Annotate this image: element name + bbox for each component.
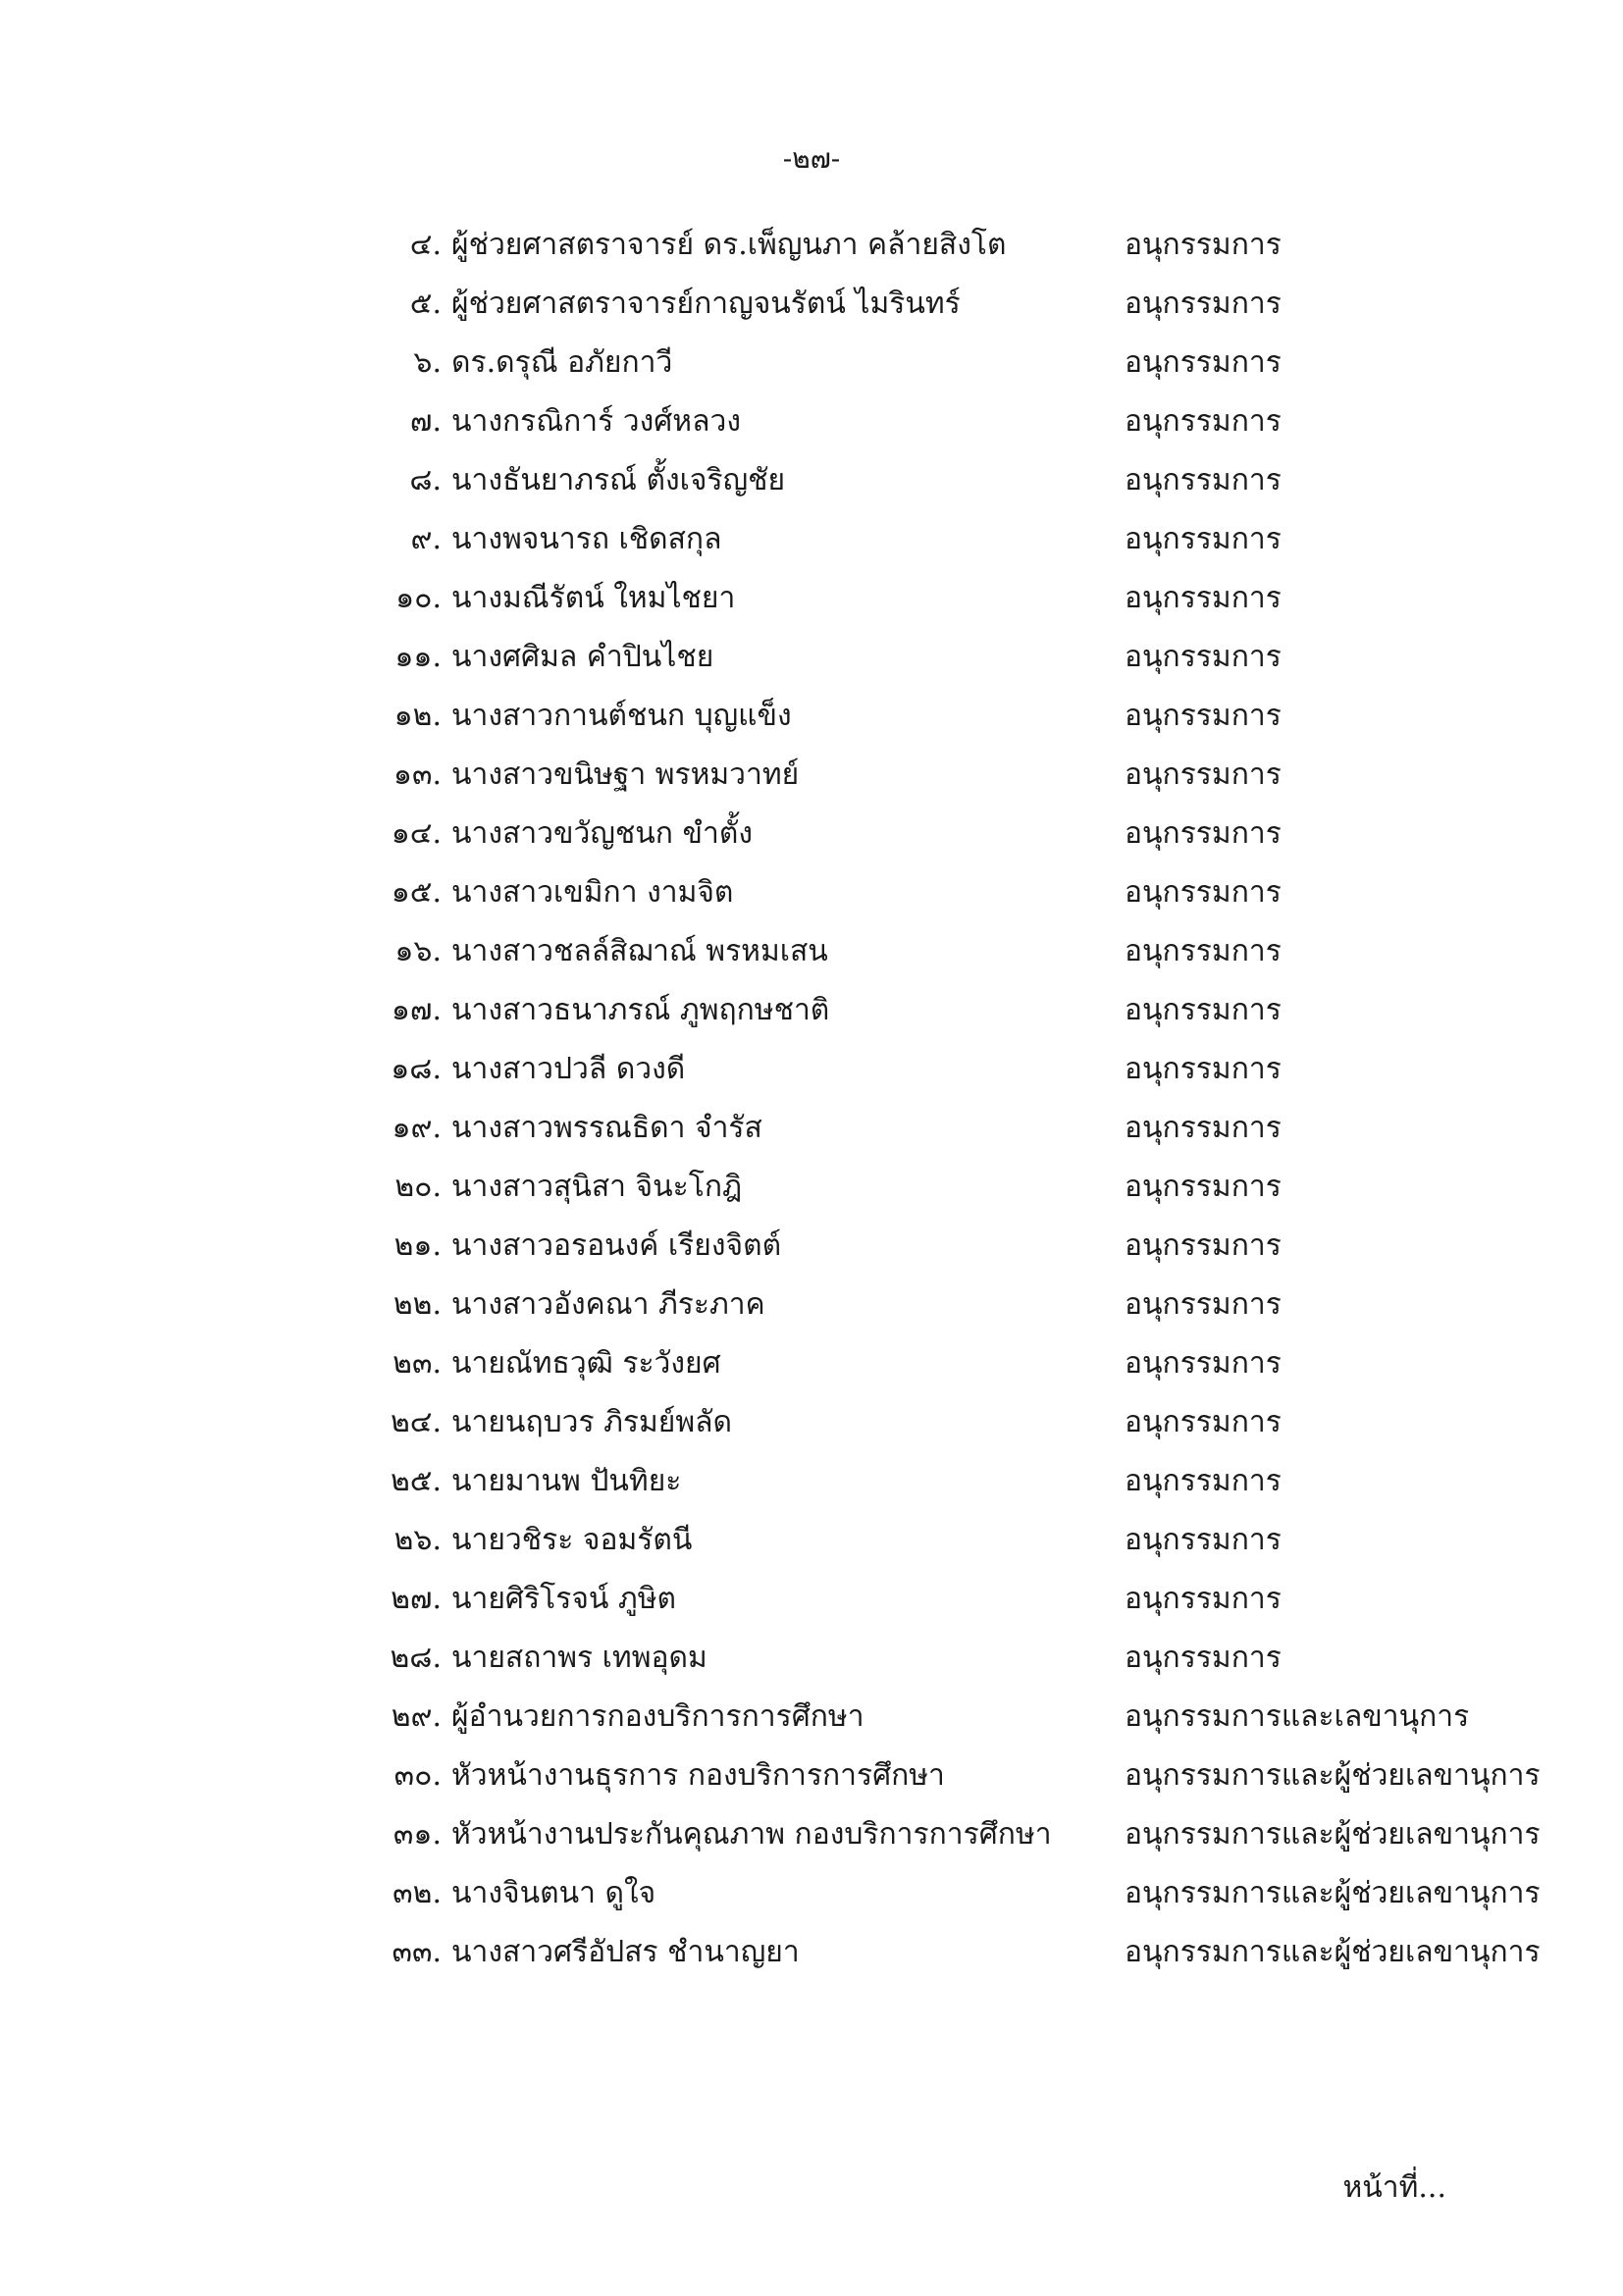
member-role: อนุกรรมการ xyxy=(1125,1346,1282,1381)
list-item xyxy=(373,1576,1531,1635)
member-name: นายนฤบวร ภิรมย์พลัด xyxy=(451,1405,733,1439)
item-number: ๒๖. xyxy=(393,1523,442,1557)
item-number: ๓๐. xyxy=(393,1758,442,1793)
item-number: ๒๕. xyxy=(390,1464,442,1498)
member-name: นางสาวธนาภรณ์ ภูพฤกษชาติ xyxy=(451,993,830,1027)
member-name: นางสาวปวลี ดวงดี xyxy=(451,1052,686,1086)
item-number: ๑๓. xyxy=(393,757,442,792)
list-item xyxy=(373,1870,1541,1929)
member-name: นางศศิมล คำปินไชย xyxy=(451,640,714,674)
member-role: อนุกรรมการ xyxy=(1125,993,1282,1027)
member-name: นางสาวขวัญชนก ขำตั้ง xyxy=(451,816,753,851)
list-item xyxy=(373,575,1531,634)
item-number: ๓๒. xyxy=(393,1876,442,1910)
item-number: ๒๐. xyxy=(394,1170,442,1204)
item-number: ๓๓. xyxy=(392,1935,442,1969)
list-item xyxy=(373,222,1531,281)
member-role: อนุกรรมการ xyxy=(1125,404,1282,439)
member-name: นางสาวชลล์สิฌาณ์ พรหมเสน xyxy=(451,934,828,968)
member-role: อนุกรรมการ xyxy=(1125,1523,1282,1557)
list-item xyxy=(373,987,1531,1046)
list-item xyxy=(373,1164,1531,1223)
member-name: ผู้อำนวยการกองบริการการศึกษา xyxy=(451,1699,864,1734)
member-name: ผู้ช่วยศาสตราจารย์ ดร.เพ็ญนภา คล้ายสิงโต xyxy=(451,228,1007,262)
member-role: อนุกรรมการ xyxy=(1125,1228,1282,1263)
member-name: นางสาวอรอนงค์ เรียงจิตต์ xyxy=(451,1228,782,1263)
list-item xyxy=(373,457,1531,516)
item-number: ๑๕. xyxy=(391,875,442,910)
item-number: ๑๖. xyxy=(394,934,442,968)
member-role: อนุกรรมการ xyxy=(1125,228,1282,262)
member-role: อนุกรรมการและผู้ช่วยเลขานุการ xyxy=(1125,1935,1541,1969)
member-name: นายณัทธวุฒิ ระวังยศ xyxy=(451,1346,721,1381)
member-name: นางพจนารถ เชิดสกุล xyxy=(451,522,722,556)
list-item xyxy=(373,1223,1531,1281)
member-name: หัวหน้างานประกันคุณภาพ กองบริการการศึกษา xyxy=(451,1817,1052,1852)
member-role: อนุกรรมการ xyxy=(1125,1405,1282,1439)
item-number: ๔. xyxy=(409,228,442,262)
member-role: อนุกรรมการและเลขานุการ xyxy=(1125,1699,1470,1734)
list-item xyxy=(373,516,1531,575)
item-number: ๖. xyxy=(413,345,442,380)
item-number: ๒๑. xyxy=(393,1228,442,1263)
list-item xyxy=(373,869,1531,928)
member-role: อนุกรรมการ xyxy=(1125,1052,1282,1086)
list-item xyxy=(373,1694,1531,1752)
member-name: นางสาวพรรณธิดา จำรัส xyxy=(451,1111,762,1145)
list-item xyxy=(373,1046,1531,1105)
committee-list xyxy=(373,222,1541,1988)
item-number: ๘. xyxy=(409,463,442,497)
member-name: นางจินตนา ดูใจ xyxy=(451,1876,656,1910)
item-number: ๗. xyxy=(409,404,442,439)
member-role: อนุกรรมการและผู้ช่วยเลขานุการ xyxy=(1125,1758,1541,1793)
item-number: ๒๗. xyxy=(391,1582,442,1616)
member-name: นางสาวอังคณา ภีระภาค xyxy=(451,1287,765,1322)
member-name: นางสาวศรีอัปสร ชำนาญยา xyxy=(451,1935,800,1969)
list-item xyxy=(373,1752,1541,1811)
member-role: อนุกรรมการ xyxy=(1125,1464,1282,1498)
item-number: ๙. xyxy=(410,522,442,556)
list-item xyxy=(373,1458,1531,1517)
item-number: ๑๘. xyxy=(391,1052,442,1086)
item-number: ๑๐. xyxy=(395,581,442,615)
member-role: อนุกรรมการและผู้ช่วยเลขานุการ xyxy=(1125,1817,1541,1852)
member-name: นางธันยาภรณ์ ตั้งเจริญชัย xyxy=(451,463,786,497)
member-role: อนุกรรมการ xyxy=(1125,1111,1282,1145)
member-role: อนุกรรมการ xyxy=(1125,1170,1282,1204)
member-name: นางสาวเขมิกา งามจิต xyxy=(451,875,734,910)
member-name: นายมานพ ปันทิยะ xyxy=(451,1464,682,1498)
list-item xyxy=(373,281,1531,339)
member-name: นายสถาพร เทพอุดม xyxy=(451,1641,707,1675)
list-item xyxy=(373,1929,1541,1988)
item-number: ๓๑. xyxy=(393,1817,442,1852)
member-role: อนุกรรมการ xyxy=(1125,581,1282,615)
list-item xyxy=(373,752,1531,810)
member-role: อนุกรรมการและผู้ช่วยเลขานุการ xyxy=(1125,1876,1541,1910)
list-item xyxy=(373,1399,1531,1458)
member-role: อนุกรรมการ xyxy=(1125,1287,1282,1322)
item-number: ๑๗. xyxy=(391,993,442,1027)
list-item xyxy=(373,693,1531,752)
member-name: นางกรณิการ์ วงศ์หลวง xyxy=(451,404,741,439)
item-number: ๒๔. xyxy=(390,1405,442,1439)
member-role: อนุกรรมการ xyxy=(1125,816,1282,851)
member-role: อนุกรรมการ xyxy=(1125,463,1282,497)
list-item xyxy=(373,810,1531,869)
continuation-footer: หน้าที่... xyxy=(1342,2170,1446,2205)
member-role: อนุกรรมการ xyxy=(1125,287,1282,321)
item-number: ๒๓. xyxy=(393,1346,442,1381)
member-role: อนุกรรมการ xyxy=(1125,1582,1282,1616)
member-role: อนุกรรมการ xyxy=(1125,757,1282,792)
member-name: นางสาวกานต์ชนก บุญแข็ง xyxy=(451,699,792,733)
item-number: ๑๒. xyxy=(393,699,442,733)
item-number: ๒๒. xyxy=(393,1287,442,1322)
list-item xyxy=(373,1635,1531,1694)
member-role: อนุกรรมการ xyxy=(1125,699,1282,733)
member-name: ดร.ดรุณี อภัยกาวี xyxy=(451,345,673,380)
item-number: ๒๘. xyxy=(390,1641,442,1675)
member-role: อนุกรรมการ xyxy=(1125,875,1282,910)
member-name: นายศิริโรจน์ ภูษิต xyxy=(451,1582,676,1616)
list-item xyxy=(373,1811,1541,1870)
member-role: อนุกรรมการ xyxy=(1125,345,1282,380)
list-item xyxy=(373,928,1531,987)
item-number: ๑๑. xyxy=(394,640,442,674)
member-role: อนุกรรมการ xyxy=(1125,640,1282,674)
member-name: นางสาวสุนิสา จินะโกฎิ xyxy=(451,1170,743,1204)
list-item xyxy=(373,634,1531,693)
list-item xyxy=(373,1517,1531,1576)
item-number: ๑๔. xyxy=(391,816,442,851)
list-item xyxy=(373,339,1531,398)
item-number: ๕. xyxy=(409,287,442,321)
member-name: นางมณีรัตน์ ใหมไชยา xyxy=(451,581,736,615)
list-item xyxy=(373,398,1531,457)
member-name: หัวหน้างานธุรการ กองบริการการศึกษา xyxy=(451,1758,945,1793)
member-role: อนุกรรมการ xyxy=(1125,522,1282,556)
page-number: -๒๗- xyxy=(782,142,841,175)
member-name: นายวชิระ จอมรัตนี xyxy=(451,1523,693,1557)
member-role: อนุกรรมการ xyxy=(1125,934,1282,968)
list-item xyxy=(373,1340,1531,1399)
list-item xyxy=(373,1105,1531,1164)
member-role: อนุกรรมการ xyxy=(1125,1641,1282,1675)
list-item xyxy=(373,1281,1531,1340)
item-number: ๒๙. xyxy=(391,1699,442,1734)
member-name: นางสาวขนิษฐา พรหมวาทย์ xyxy=(451,757,800,792)
member-name: ผู้ช่วยศาสตราจารย์กาญจนรัตน์ ไมรินทร์ xyxy=(451,287,961,321)
item-number: ๑๙. xyxy=(392,1111,442,1145)
